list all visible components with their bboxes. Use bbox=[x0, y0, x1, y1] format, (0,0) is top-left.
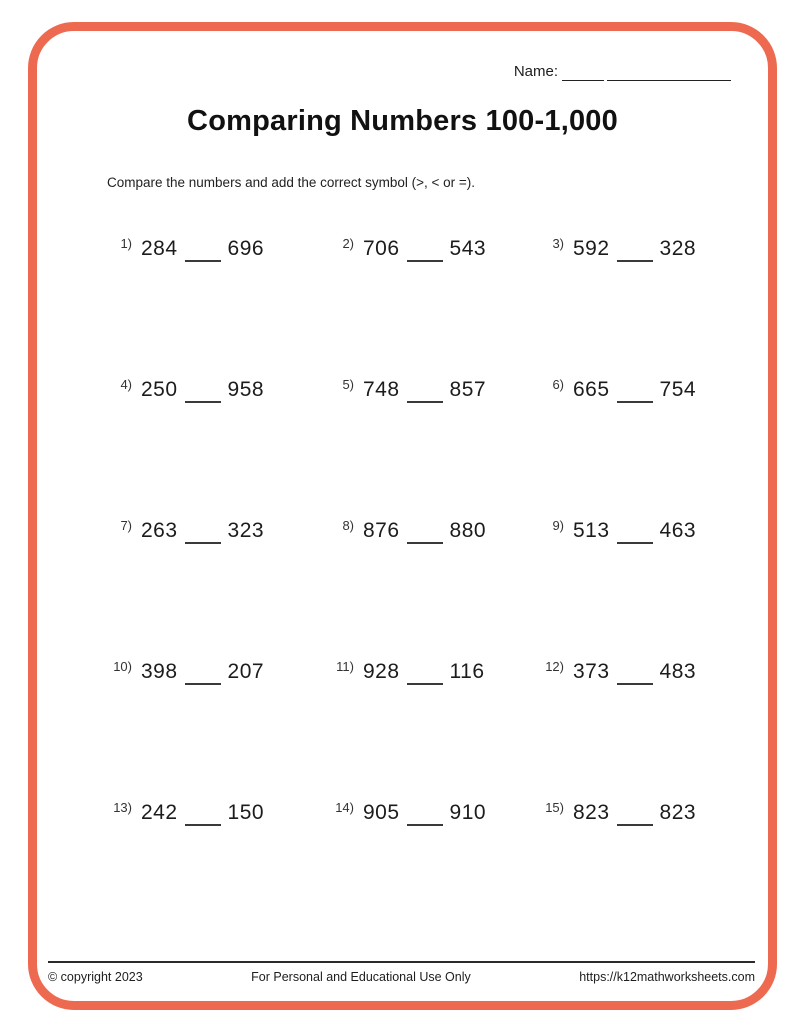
name-write-line[interactable] bbox=[607, 67, 731, 81]
answer-blank[interactable] bbox=[617, 378, 653, 403]
answer-blank[interactable] bbox=[617, 519, 653, 544]
website-link[interactable]: https://k12mathworksheets.com bbox=[579, 970, 755, 984]
problem-13 bbox=[106, 801, 328, 942]
problem-7 bbox=[106, 519, 328, 660]
answer-blank[interactable] bbox=[407, 801, 443, 826]
answer-blank[interactable] bbox=[185, 519, 221, 544]
instructions-text: Compare the numbers and add the correct symbol (>, < or =). bbox=[107, 175, 476, 190]
copyright-text: © copyright 2023 bbox=[48, 970, 143, 984]
problem-1 bbox=[106, 237, 328, 378]
problem-14 bbox=[328, 801, 538, 942]
problem-number: 3) bbox=[552, 236, 564, 251]
answer-blank[interactable] bbox=[185, 801, 221, 826]
right-number: 323 bbox=[227, 519, 265, 542]
left-number: 823 bbox=[573, 801, 610, 824]
page-title: Comparing Numbers 100-1,000 bbox=[187, 105, 618, 137]
problem-number: 1) bbox=[120, 236, 132, 251]
right-number: 150 bbox=[227, 801, 265, 824]
problem-number: 2) bbox=[342, 236, 354, 251]
answer-blank[interactable] bbox=[185, 237, 221, 262]
answer-blank[interactable] bbox=[185, 660, 221, 685]
left-number: 373 bbox=[573, 660, 610, 683]
problem-5 bbox=[328, 378, 538, 519]
right-number: 543 bbox=[449, 237, 487, 260]
usage-text: For Personal and Educational Use Only bbox=[251, 970, 471, 984]
problem-12 bbox=[538, 660, 750, 801]
name-row bbox=[514, 63, 731, 81]
answer-blank[interactable] bbox=[617, 801, 653, 826]
problem-number: 4) bbox=[120, 377, 132, 392]
right-number: 116 bbox=[449, 660, 485, 683]
answer-blank[interactable] bbox=[407, 660, 443, 685]
left-number: 748 bbox=[363, 378, 400, 401]
problem-number: 13) bbox=[113, 800, 132, 815]
problem-4 bbox=[106, 378, 328, 519]
right-number: 696 bbox=[227, 237, 265, 260]
left-number: 398 bbox=[141, 660, 178, 683]
left-number: 876 bbox=[363, 519, 400, 542]
problem-number: 9) bbox=[552, 518, 564, 533]
problem-6 bbox=[538, 378, 750, 519]
left-number: 665 bbox=[573, 378, 610, 401]
problem-number: 6) bbox=[552, 377, 564, 392]
left-number: 706 bbox=[363, 237, 400, 260]
answer-blank[interactable] bbox=[407, 519, 443, 544]
left-number: 250 bbox=[141, 378, 178, 401]
right-number: 857 bbox=[449, 378, 487, 401]
problem-number: 7) bbox=[120, 518, 132, 533]
problem-number: 12) bbox=[545, 659, 564, 674]
problem-number: 5) bbox=[342, 377, 354, 392]
left-number: 242 bbox=[141, 801, 178, 824]
answer-blank[interactable] bbox=[185, 378, 221, 403]
footer bbox=[48, 961, 755, 984]
problem-number: 10) bbox=[113, 659, 132, 674]
worksheet-page bbox=[28, 22, 777, 1010]
answer-blank[interactable] bbox=[407, 237, 443, 262]
problem-number: 15) bbox=[545, 800, 564, 815]
right-number: 823 bbox=[659, 801, 697, 824]
left-number: 513 bbox=[573, 519, 610, 542]
right-number: 910 bbox=[449, 801, 487, 824]
problem-3 bbox=[538, 237, 750, 378]
problems-grid bbox=[106, 237, 750, 942]
left-number: 263 bbox=[141, 519, 178, 542]
answer-blank[interactable] bbox=[617, 237, 653, 262]
left-number: 905 bbox=[363, 801, 400, 824]
right-number: 880 bbox=[449, 519, 487, 542]
problem-8 bbox=[328, 519, 538, 660]
right-number: 207 bbox=[227, 660, 265, 683]
problem-2 bbox=[328, 237, 538, 378]
problem-9 bbox=[538, 519, 750, 660]
name-label: Name: bbox=[513, 63, 558, 80]
right-number: 328 bbox=[659, 237, 697, 260]
problem-number: 14) bbox=[335, 800, 354, 815]
left-number: 592 bbox=[573, 237, 610, 260]
answer-blank[interactable] bbox=[617, 660, 653, 685]
problem-number: 8) bbox=[342, 518, 354, 533]
right-number: 483 bbox=[659, 660, 697, 683]
right-number: 463 bbox=[659, 519, 697, 542]
problem-10 bbox=[106, 660, 328, 801]
problem-15 bbox=[538, 801, 750, 942]
right-number: 754 bbox=[659, 378, 697, 401]
problem-number: 11) bbox=[336, 659, 354, 674]
problem-11 bbox=[328, 660, 538, 801]
left-number: 928 bbox=[363, 660, 400, 683]
answer-blank[interactable] bbox=[407, 378, 443, 403]
right-number: 958 bbox=[227, 378, 265, 401]
name-write-line[interactable] bbox=[562, 67, 604, 81]
left-number: 284 bbox=[141, 237, 178, 260]
